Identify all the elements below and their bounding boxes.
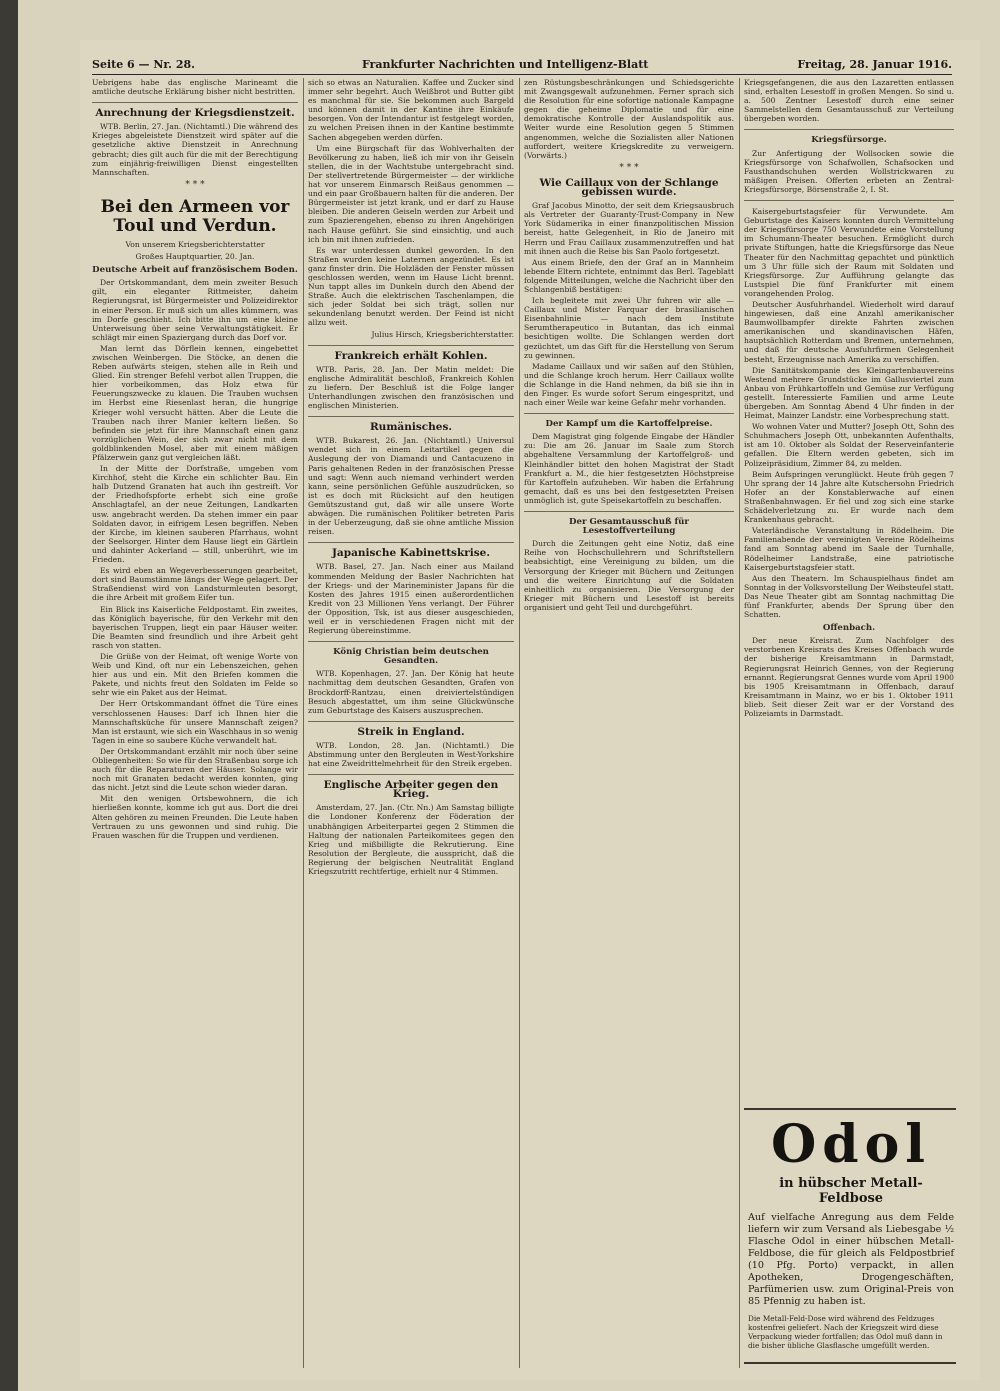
divider — [524, 413, 734, 414]
paragraph: Die Sanitätskompanie des Kleingartenbauvereins Westend mehrere Grundstücke im Gallusviertel zum Anbau von Frühkartoffeln und Gemüse zur Verfügung gestellt. Interessierte Familien und arme Leute übergeben. Am Sonntag Abend 4 Uhr finden in der Heimat, Mainzer Landstr. eine Vorbesprechung statt. — [744, 365, 954, 421]
dateline: Großes Hauptquartier, 20. Jan. — [135, 252, 255, 262]
issue-date: Freitag, 28. Januar 1916. — [797, 58, 952, 71]
paragraph: Der Herr Ortskommandant öffnet die Türe eines verschlossenen Hauses: Darf ich Ihnen hier die Mannschaftsküche für unsere Mannschaft zeigen? Man ist erstaunt, wie sich ein Waschhaus in so wenig Tagen in eine so saubere Küche verwandelt hat. — [92, 699, 298, 745]
masthead-title: Frankfurter Nachrichten und Intelligenz-Blatt — [362, 58, 649, 71]
signature: Julius Hirsch, Kriegsberichterstatter. — [371, 329, 514, 339]
paragraph: WTB. Berlin, 27. Jan. (Nichtamtl.) Die während des Krieges abgeleistete Dienstzeit wird später auf die gesetzliche aktive Dienstzeit in Anrechnung gebracht; dies gilt auch für die mit der Berechtigung zum einjährig-freiwilligen Dienst eingestellten Mannschaften. — [92, 122, 298, 177]
paragraph: Der neue Kreisrat. Zum Nachfolger des verstorbenen Kreisrats des Kreises Offenbach wurde der bisherige Kreisamtmann in Darmstadt, Regierungsrat Heinrich Gennes, von der Regierung ernannt. Regierungsrat Gennes wurde vom April 1900 bis 1905 Kreisamtmann in Offenbach, darauf Kreisamtmann in Mainz, wo er bis 1. Oktober 1911 blieb. Seit dieser Zeit war er der Vorstand des Polizeiamts in Darmstadt. — [744, 636, 954, 718]
paragraph: Mit den wenigen Ortsbewohnern, die ich hierließen konnte, komme ich gut aus. Dort die drei Alten gehören zu meinen Freunden. Die Leute haben Vertrauen zu uns gewonnen und sind ruhig. Die Frauen waschen für die Truppen und verdienen. — [92, 794, 298, 840]
paragraph: Um eine Bürgschaft für das Wohlverhalten der Bevölkerung zu haben, ließ ich mir von ihr Geiseln stellen, die in der Wachtstube untergebracht sind. Der stellvertretende Bürgermeister — der wirkliche hat vor unserem Einmarsch Reißaus genommen — und ein paar Großbauern halten für die anderen. Der Bürgermeister ist jetzt krank, und er darf zu Hause bleiben. Die anderen Geiseln werden zur Arbeit und zum Spazierengehen, ebenso zu ihren Angehörigen nach Hause geführt. Sie sind einsichtig, und auch ich bin mit ihnen zufrieden. — [308, 143, 514, 244]
column-1 — [92, 78, 298, 1368]
divider — [308, 416, 514, 417]
article-heading: Englische Arbeiter gegen den Krieg. — [323, 779, 499, 801]
paragraph: Dem Magistrat ging folgende Eingabe der Händler zu: Die am 26. Januar im Saale zum Storch abgehaltene Versammlung der Kartoffelgroß- und Kleinhändler bittet den hohen Magistrat der Stadt Frankfurt a. M., die hier festgesetzten Höchstpreise für Kartoffeln aufzuheben. Wir haben die Erfahrung gemacht, daß es uns bei den festgesetzten Preisen unmöglich ist, gute Speisekartoffeln zu beschaffen. — [524, 432, 734, 505]
column-rule — [519, 78, 520, 1368]
ad-text: Auf vielfache Anregung aus dem Felde liefern wir zum Versand als Liebesgabe ½ Flasche Odol in einer hübschen Metall-Feldbose, die für gleich als Feldpostbrief (10 Pfg. Porto) verpackt, in allen Apotheken, Drogengeschäften, Parfümerien usw. zum Original-Preis von 85 Pfennig zu haben ist. — [748, 1212, 954, 1307]
divider — [308, 542, 514, 543]
section-heading: Offenbach. — [822, 623, 876, 634]
paragraph: Ein Blick ins Kaiserliche Feldpostamt. Ein zweites, das Königlich bayerische, für den Verkehr mit den bayerischen Truppen, liegt ein paar Häuser weiter. Die Beamten sind freundlich und ihre Arbeit geht rasch von statten. — [92, 604, 298, 650]
paragraph: Deutscher Ausfuhrhandel. Wiederholt wird darauf hingewiesen, daß eine Anzahl amerikanischer Baumwollbampfer direkte Fahrten zwischen amerikanischen und skandinavischen Häfen, hauptsächlich Rotterdam und Bremen, unternehmen, und daß für deutsche Ausfuhrfirmen Gelegenheit besteht, Erzeugnisse nach Amerika zu verschiffen. — [744, 299, 954, 364]
article-headline: Bei den Armeen vor Toul und Verdun. — [100, 196, 290, 236]
divider — [744, 200, 954, 201]
paragraph: Der Ortskommandant erzählt mir noch über seine Obliegenheiten: So wie für den Straßenbau sorge ich auch für die Reparaturen der Häuser. Solange wir noch mit Granaten bedacht werden konnten, ging das nicht. Jetzt sind die Leute schon wieder daran. — [92, 746, 298, 793]
odol-advertisement — [748, 1116, 954, 1356]
ad-tagline: in hübscher Metall-Feldbose — [779, 1176, 923, 1206]
article-subheading: Deutsche Arbeit auf französischem Boden. — [92, 265, 298, 276]
divider — [308, 345, 514, 346]
paragraph: Kaisergeburtstagsfeier für Verwundete. Am Geburtstage des Kaisers konnten durch Vermittelung der Kriegsfürsorge 750 Verwundete eine Vorstellung im Schumann-Theater besuchen. Ermöglicht durch private Stiftungen, hatte die Kriegsfürsorge das Neue Theater für den Nachmittag gepachtet und pünktlich um 3 Uhr fülle sich der Raum mit Soldaten und Kriegsfürsorge. Zur Aufführung gelangte das Lustspiel Die fünf Frankfurter mit einem vorangehenden Prolog. — [744, 207, 954, 298]
paragraph: Es war unterdessen dunkel geworden. In den Straßen wurden keine Laternen angezündet. Es ist ganz finster drin. Die Holzläden der Fenster müssen geschlossen werden, wenn im Hause Licht brennt. Nun tappt alles im Dunkeln durch den Abend der Straße. Auch die elektrischen Taschenlampen, die sich jeder Soldat bei sich trägt, sollen nur sekundenlang benutzt werden. Der Feind ist nicht allzu weit. — [308, 245, 514, 328]
article-heading: Streik in England. — [357, 725, 465, 738]
paragraph: zen Rüstungsbeschränkungen und Schiedsgerichte mit Zwangsgewalt aufzunehmen. Ferner sprach sich die Resolution für eine sofortige nationale Kampagne gegen die geheime Diplomatie und für eine demokratische Kontrolle der Auslandspolitik aus. Weiter wurde eine Resolution gegen 5 Stimmen angenommen, welche die Sozialisten aller Nationen auffordert, weitere Kriegskredite zu verweigern. (Vorwärts.) — [524, 78, 734, 160]
article-heading: Der Gesamtausschuß für Lesestoffverteilung — [569, 517, 689, 537]
paragraph: Aus den Theatern. Im Schauspielhaus findet am Sonntag in der Volksvorstellung Der Weibsteufel statt. Das Neue Theater gibt am Sonntag nachmittag Die fünf Frankfurter, abends Der Sprung über den Schatten. — [744, 573, 954, 620]
paragraph: WTB. London, 28. Jan. (Nichtamtl.) Die Abstimmung unter den Bergleuten in West-Yorkshire hat eine Zweidrittelmehrheit für den Streik ergeben. — [308, 740, 514, 769]
paragraph: Zur Anfertigung der Wollsocken sowie die Kriegsfürsorge von Schafwollen, Schafsocken und Fausthandschuhen werden Wollstrickwaren zu mäßigen Preisen. Offerten erbeten an Zentral-Kriegsfürsorge, Börsenstraße 2, I. St. — [744, 148, 954, 194]
article-heading: Anrechnung der Kriegsdienstzeit. — [95, 107, 295, 120]
paragraph: WTB. Basel, 27. Jan. Nach einer aus Mailand kommenden Meldung der Basler Nachrichten hat der Kriegs- und der Marineminister Japans für die Kosten des Jahres 1915 einen außerordentlichen Kredit von 23 Millionen Yens verlangt. Der Führer der Opposition, Tsk, ist aus dieser ausgeschieden, weil er in verschiedenen Fragen nicht mit der Regierung übereinstimme. — [308, 562, 514, 636]
column-2 — [308, 78, 514, 1368]
paragraph: Wo wohnen Vater und Mutter? Joseph Ott, Sohn des Schuhmachers Joseph Ott, unbekannten Aufenthalts, ist am 10. Oktober als Soldat der Reserveinfanterie gefallen. Die Eltern werden gebeten, sich im Polizeipräsidium, Zimmer 84, zu melden. — [744, 422, 954, 468]
divider — [308, 721, 514, 722]
paragraph: Es wird eben an Wegeverbesserungen gearbeitet, dort sind Baumstämme längs der Wege gelagert. Der Straßendienst wird von Landsturmleuten besorgt, die ihre Arbeit mit großem Eifer tun. — [92, 566, 298, 603]
column-rule — [303, 78, 304, 1368]
paragraph: Amsterdam, 27. Jan. (Ctr. Nn.) Am Samstag billigte die Londoner Konferenz der Föderation der unabhängigen Arbeiterpartei gegen 2 Stimmen die Haltung der nationalen Parteikomitees gegen den Krieg und mißbilligte die Rekrutierung. Eine Resolution der Bergleute, die ausspricht, daß die Regierung der belgischen Neutralität England Kriegszutritt rechtfertige, erhielt nur 4 Stimmen. — [308, 803, 514, 877]
article-heading: Der Kampf um die Kartoffelpreise. — [545, 419, 713, 430]
paragraph: Durch die Zeitungen geht eine Notiz, daß eine Reihe von Hochschullehrern und Schriftstellern beabsichtigt, eine Vereinigung zu bilden, um die Versorgung der Krieger mit Büchern und Zeitungen und die weitere Einrichtung auf die Soldaten einheitlich zu organisieren. Die Versorgung der Krieger mit Büchern und Lesestoff ist bereits organisiert und geht Teil und durchgeführt. — [524, 539, 734, 612]
divider — [92, 102, 298, 103]
paragraph: WTB. Paris, 28. Jan. Der Matin meldet: Die englische Admiralität beschloß, Frankreich Kohlen zu liefern. Der Beschluß ist die Folge langer Unterhandlungen zwischen den französischen und englischen Ministerien. — [308, 364, 514, 411]
article-heading: König Christian beim deutschen Gesandten. — [333, 647, 489, 667]
article-heading: Wie Caillaux von der Schlange gebissen wurde. — [539, 176, 719, 199]
column-rule — [739, 78, 740, 1368]
paragraph: Die Grüße von der Heimat, oft wenige Worte von Weib und Kind, oft nur ein Lebenszeichen, gehen hier aus und ein. Mit den Briefen kommen die Pakete, und nichts freut den Soldaten im Felde so sehr wie ein Paket aus der Heimat. — [92, 651, 298, 698]
section-stars: * * * — [619, 162, 639, 173]
page-number: Seite 6 — Nr. 28. — [92, 58, 195, 71]
paragraph: Kriegsgefangenen, die aus den Lazaretten entlassen sind, erhalten Lesestoff in großen Mengen. So sind u. a. 500 Zentner Lesestoff durch eine seiner Sammelstellen dem Gesamtausschuß zur Verteilung übergeben worden. — [744, 78, 954, 124]
paragraph: WTB. Kopenhagen, 27. Jan. Der König hat heute nachmittag dem deutschen Gesandten, Grafen von Brockdorff-Rantzau, einen dreiviertelstündigen Besuch abgestattet, um ihm seine Glückwünsche zum Geburtstage des Kaisers auszusprechen. — [308, 669, 514, 715]
paragraph: Aus einem Briefe, den der Graf an in Mannheim lebende Eltern richtete, entnimmt das Berl. Tageblatt folgende Mitteilungen, welche die Nachricht über den Schlangenbiß bestätigen: — [524, 257, 734, 294]
paragraph: Uebrigens habe das englische Marineamt die amtliche deutsche Erklärung bisher nicht bestritten. — [92, 78, 298, 97]
article-heading: Japanische Kabinettskrise. — [331, 547, 491, 560]
paragraph: Beim Aufspringen verunglückt. Heute früh gegen 7 Uhr sprang der 14 Jahre alte Kutschersohn Friedrich Hofer an der Konstablerwache auf einen Straßenbahnwagen. Er fiel und zog sich eine starke Schädelverletzung zu. Er wurde nach dem Krankenhaus gebracht. — [744, 469, 954, 525]
column-4 — [744, 78, 954, 1098]
divider — [308, 641, 514, 642]
byline: Von unserem Kriegsberichterstatter — [125, 239, 265, 249]
paragraph: sich so etwas an Naturalien. Kaffee und Zucker sind immer sehr begehrt. Auch Weißbrot und Butter gibt es manchmal für sie. Sie bekommen auch Bargeld und können damit in der Kantine ihre Einkäufe besorgen. Von der Intendantur ist festgelegt worden, zu welchen Preisen ihnen in der Kantine bestimmte Sachen abgegeben werden dürfen. — [308, 78, 514, 142]
paragraph: In der Mitte der Dorfstraße, umgeben vom Kirchhof, steht die Kirche ein schlichter Bau. Ein halb Dutzend Granaten hat auch ihn gestreift. Vor der Friedhofspforte erhebt sich eine große Anschlagtafel, an der neue Zeitungen, Landkarten usw. angebracht werden. Da stehen immer ein paar Soldaten davor, in eifrigem Lesen begriffen. Neben der Kirche, im kleinen sauberen Pfarrhaus, wohnt der Seelsorger. Hinter dem Hause liegt ein Gärtlein und dahinter Ackerland — still, unberührt, wie im Frieden. — [92, 464, 298, 565]
column-3 — [524, 78, 734, 1368]
paragraph: Madame Caillaux und wir saßen auf den Stühlen, und die Schlange kroch herum. Herr Caillaux wollte die Schlange in die Hand nehmen, da biß sie ihn in den Finger. Es wurde sofort Serum eingespritzt, und nach einer Weile war keine Gefahr mehr vorhanden. — [524, 361, 734, 408]
paragraph: Der Ortskommandant, dem mein zweiter Besuch gilt, ein eleganter Rittmeister, daheim Regierungsrat, ist Bürgermeister und Polizeidirektor in einer Person. Er muß sich um alles kümmern, was im Dorfe geschieht. Ich bitte ihn um eine kleine Unterweisung über seine Verwaltungstätigkeit. Er schlägt mir einen Spaziergang durch das Dorf vor. — [92, 278, 298, 342]
paragraph: Man lernt das Dörflein kennen, eingebettet zwischen Weinbergen. Die Stöcke, an denen die Reben aufwärts steigen, stehen alle in Reih und Glied. Ein strenger Befehl verbot allen Truppen, die hier vorbeikommen, das Holz etwa für Feuerungszwecke zu klauen. Die Trauben wuchsen im Herbst eine Riesenlast heran, die hungrige Krieger wohl versucht hätten. Aber die Leute die Trauben nach ihrer Manier keltern ließen. So befinden sie jetzt für ihre Mannschaft einen ganz vorzüglichen Wein, der sich zwar nicht mit dem goldblinkenden Mosel, aber mit einem mäßigen Pfälzerwein ganz gut vergleichen läßt. — [92, 343, 298, 462]
section-stars: * * * — [185, 179, 205, 190]
divider — [524, 511, 734, 512]
divider — [744, 129, 954, 130]
paragraph: WTB. Bukarest, 26. Jan. (Nichtamtl.) Universul wendet sich in einem Leitartikel gegen die Auslegung der von Diamandi und Cantacuzeno in Paris gehaltenen Reden in der französischen Presse und sagt: Wenn auch niemand verhindert werden kann, seine persönlichen Gefühle auszudrücken, so ist es doch mit Rücksicht auf den heutigen Gemütszustand gut, daß wir alle unsere Worte abwägen. Die rumänischen Politiker betreten Paris in der Ueberzeugung, daß sie ohne amtliche Mission reisen. — [308, 436, 514, 537]
article-heading: Kriegsfürsorge. — [811, 135, 887, 146]
paragraph: Ich begleitete mit zwei Uhr fuhren wir alle — Caillaux und Mister Farquar der brasilianischen Eisenbahnlinie — nach dem Institute Serumtherapeutico in Butantan, das ich einmal besichtigen wollte. Die Schlangen werden dort gezüchtet, um das Gift für die Herstellung von Serum zu gewinnen. — [524, 296, 734, 360]
article-heading: Frankreich erhält Kohlen. — [334, 349, 488, 362]
paragraph: Graf Jacobus Minotto, der seit dem Kriegsausbruch als Vertreter der Guaranty-Trust-Company in New York Südamerika in einer finanzpolitischen Mission bereist, hatte Gelegenheit, in Rio de Janeiro mit Herrn und Frau Caillaux zusammenzutreffen und hat mit ihnen auch die Reise bis San Paolo fortgesetzt. — [524, 201, 734, 256]
divider — [308, 774, 514, 775]
article-heading: Rumänisches. — [369, 421, 453, 434]
page-header — [92, 58, 952, 75]
ad-footnote: Die Metall-Feld-Dose wird während des Feldzuges kostenfrei geliefert. Nach der Kriegszeit wird diese Verpackung wieder fortfallen; das Odol muß dann in die bisher übliche Glasflasche umgefüllt werden. — [748, 1314, 943, 1350]
odol-logo: Odol — [770, 1114, 932, 1175]
paragraph: Vaterländische Veranstaltung in Rödelheim. Die Familienabende der vereinigten Vereine Rödelheims fand am Sonntag abend im Saale der Turnhalle, Rödelheimer Landstraße, eine patriotische Kaisergeburtstagsfeier statt. — [744, 526, 954, 572]
